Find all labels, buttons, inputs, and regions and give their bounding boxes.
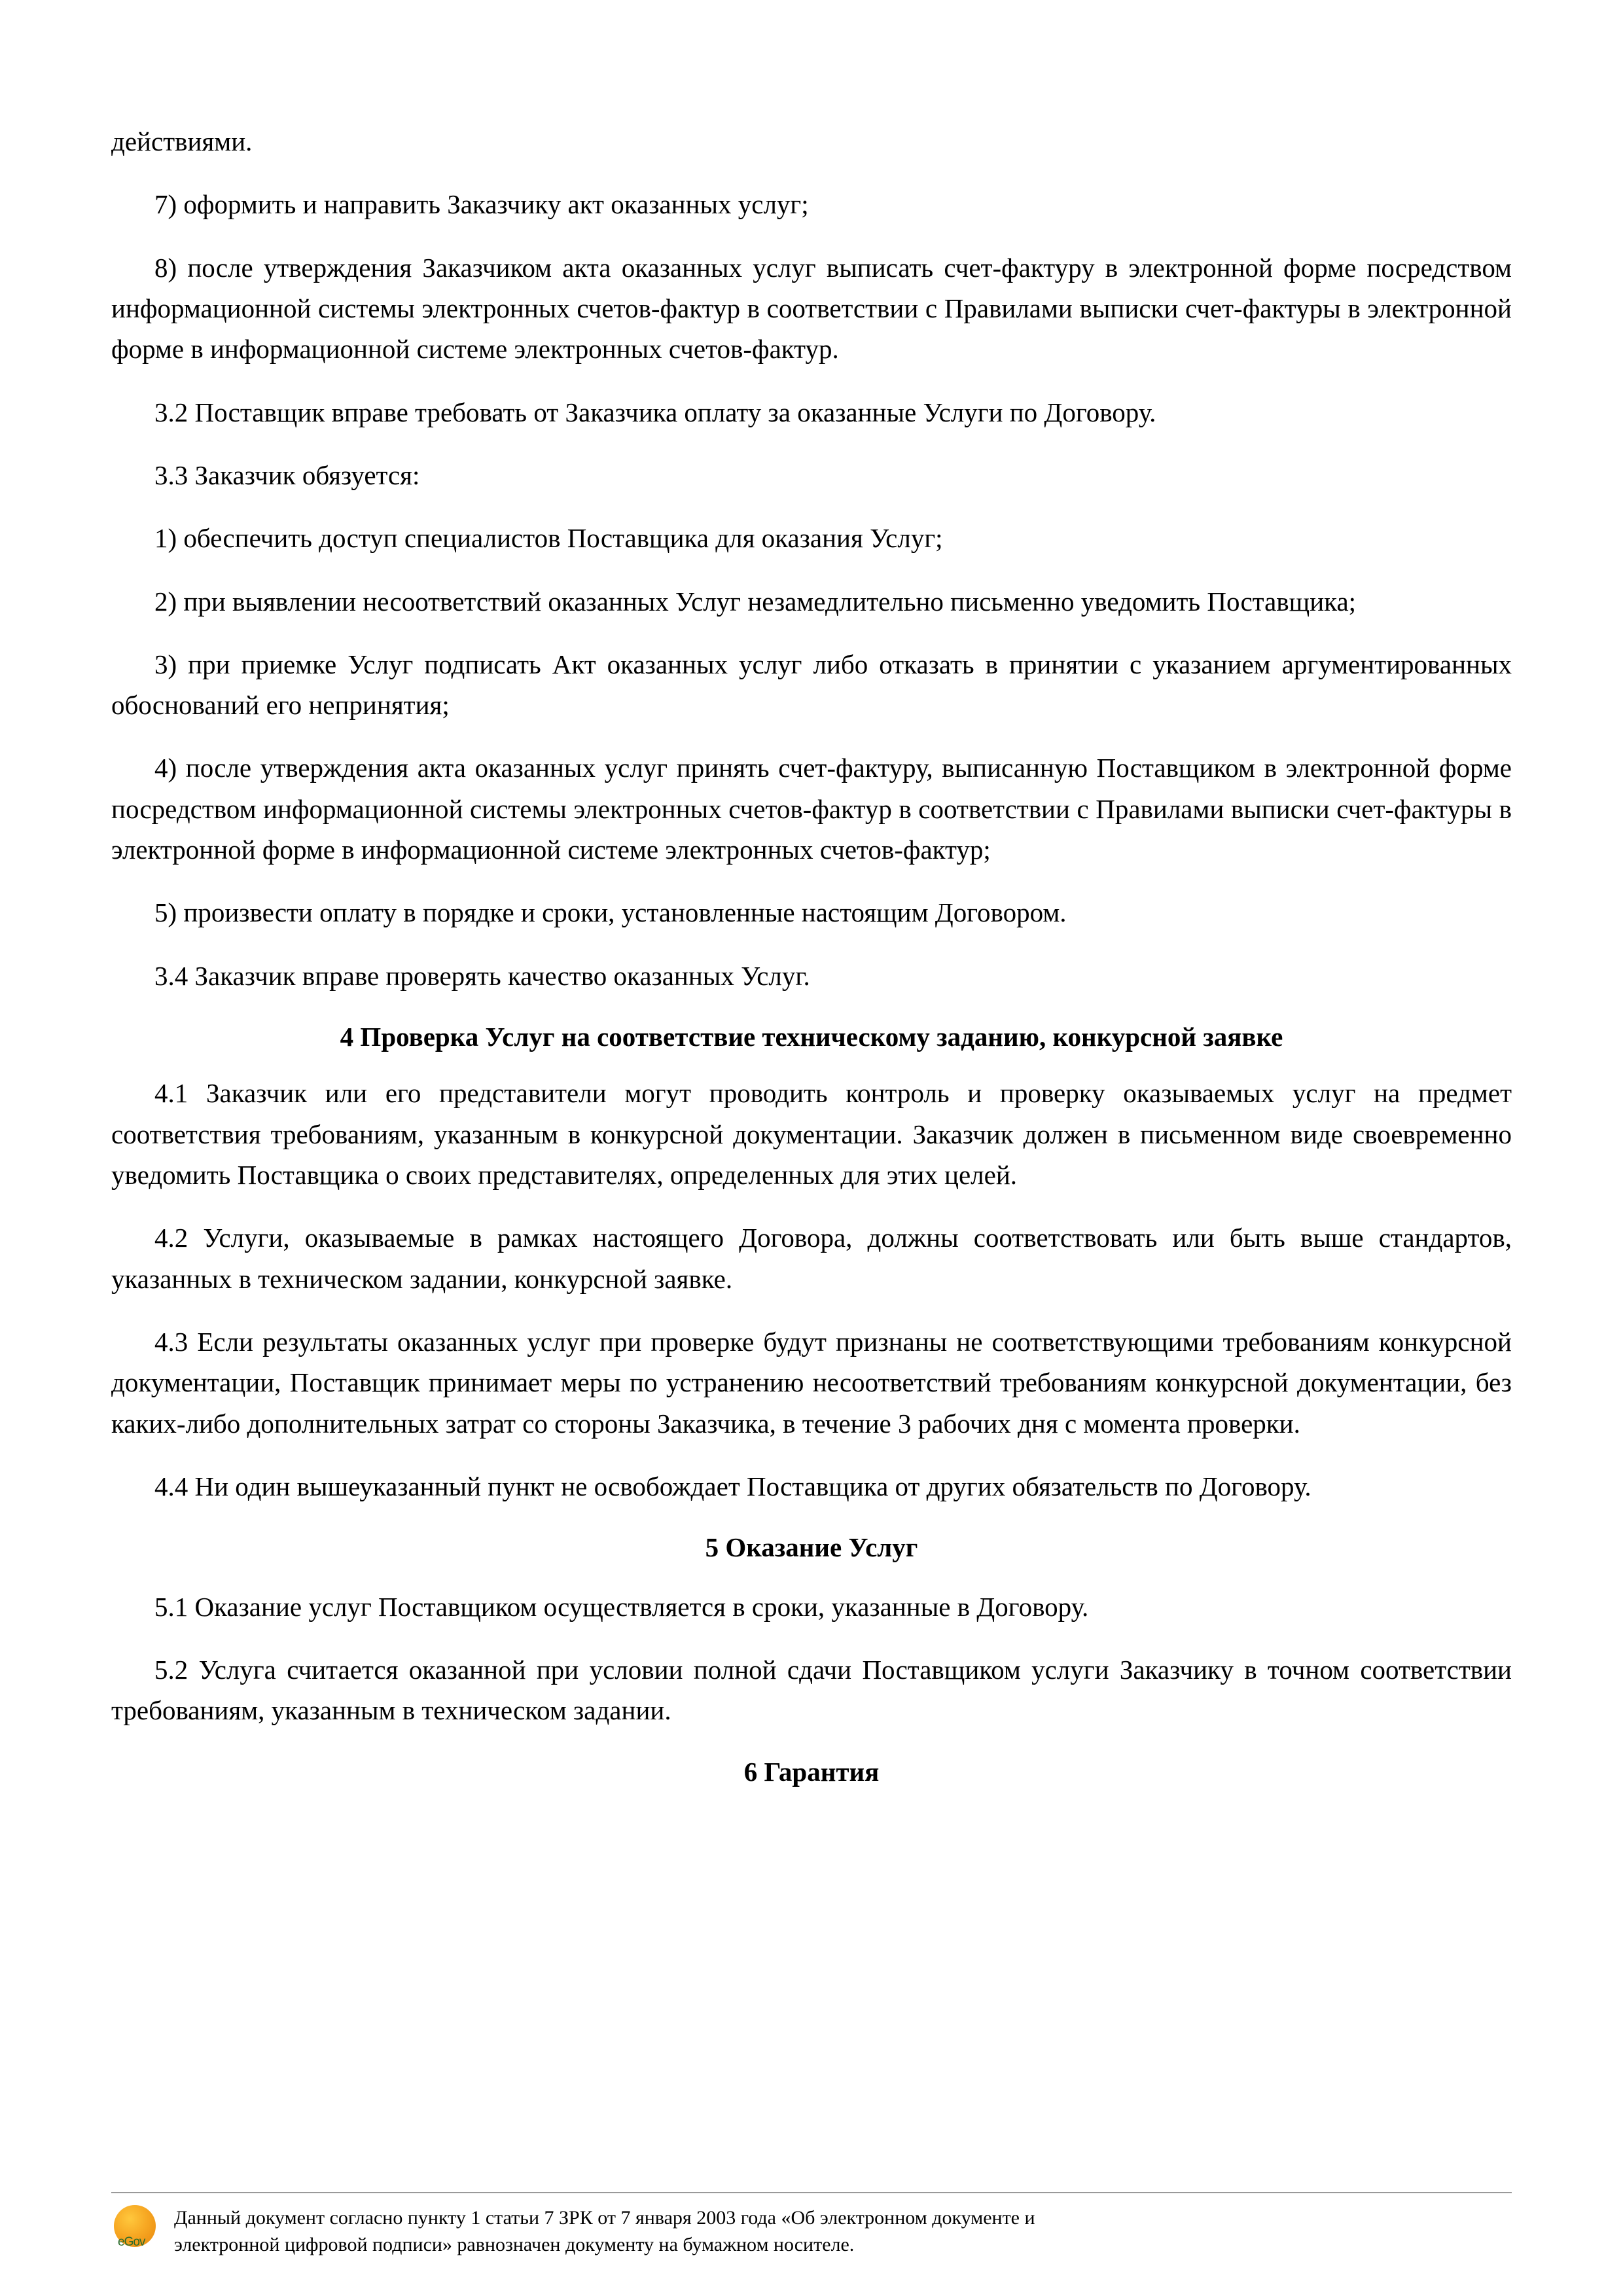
paragraph-4-4: 4.4 Ни один вышеуказанный пункт не освобождает Поставщика от других обязательств по Договору. <box>154 1471 1311 1501</box>
paragraph-3-3-4: 4) после утверждения акта оказанных услуг принять счет-фактуру, выписанную Поставщиком в электронной форме посредством информационной системы электронных счетов-фактур в соответствии с Правилами выписки счет-фактуры в электронной форме в информационной системе электронных счетов-фактур; <box>111 753 1512 865</box>
footer-legal-line-2: электронной цифровой подписи» равнозначен документу на бумажном носителе. <box>174 2233 855 2255</box>
paragraph-3-1-7: 7) оформить и направить Заказчику акт оказанных услуг; <box>154 189 809 220</box>
paragraph-4-2: 4.2 Услуги, оказываемые в рамках настоящего Договора, должны соответствовать или быть выше стандартов, указанных в техническом задании, конкурсной заявке. <box>111 1223 1512 1294</box>
document-body <box>111 121 1512 1791</box>
paragraph-3-1-8: 8) после утверждения Заказчиком акта оказанных услуг выписать счет-фактуру в электронной форме посредством информационной системы электронных счетов-фактур в соответствии с Правилами выписки счет-фактуры в электронной форме в информационной системе электронных счетов-фактур. <box>111 252 1512 365</box>
section-heading-4: 4 Проверка Услуг на соответствие техническому заданию, конкурсной заявке <box>340 1022 1283 1052</box>
paragraph-continuation: действиями. <box>111 126 253 156</box>
page-footer <box>111 2192 1512 2258</box>
paragraph-3-3-5: 5) произвести оплату в порядке и сроки, установленные настоящим Договором. <box>154 897 1067 928</box>
footer-legal-text <box>174 2202 1035 2258</box>
paragraph-3-4: 3.4 Заказчик вправе проверять качество оказанных Услуг. <box>154 960 810 991</box>
footer-divider <box>111 2192 1512 2193</box>
paragraph-4-1: 4.1 Заказчик или его представители могут проводить контроль и проверку оказываемых услуг на предмет соответствия требованиям, указанным в конкурсной документации. Заказчик должен в письменном виде своевременно уведомить Поставщика о своих представителях, определенных для этих целей. <box>111 1078 1512 1191</box>
logo-mark-label: eGov <box>118 2235 145 2249</box>
paragraph-3-3-3: 3) при приемке Услуг подписать Акт оказанных услуг либо отказать в принятии с указанием аргументированных обоснований его непринятия; <box>111 649 1512 721</box>
paragraph-5-1: 5.1 Оказание услуг Поставщиком осуществляется в сроки, указанные в Договору. <box>154 1591 1089 1622</box>
paragraph-3-3: 3.3 Заказчик обязуется: <box>154 459 420 490</box>
egov-logo-icon <box>111 2204 160 2252</box>
paragraph-3-3-1: 1) обеспечить доступ специалистов Поставщика для оказания Услуг; <box>154 523 943 554</box>
section-heading-5: 5 Оказание Услуг <box>705 1532 918 1563</box>
paragraph-3-3-2: 2) при выявлении несоответствий оказанных Услуг незамедлительно письменно уведомить Поставщика; <box>154 586 1357 617</box>
footer-legal-line-1: Данный документ согласно пункту 1 статьи 7 ЗРК от 7 января 2003 года «Об электронном документе и <box>174 2207 1035 2229</box>
paragraph-5-2: 5.2 Услуга считается оказанной при условии полной сдачи Поставщиком услуги Заказчику в точном соответствии требованиям, указанным в техническом задании. <box>111 1654 1512 1726</box>
section-heading-6: 6 Гарантия <box>743 1756 880 1787</box>
paragraph-4-3: 4.3 Если результаты оказанных услуг при проверке будут признаны не соответствующими требованиям конкурсной документации, Поставщик принимает меры по устранению несоответствий требованиям конкурсной документации, без каких-либо дополнительных затрат со стороны Заказчика, в течение 3 рабочих дня с момента проверки. <box>111 1326 1512 1439</box>
paragraph-3-2: 3.2 Поставщик вправе требовать от Заказчика оплату за оказанные Услуги по Договору. <box>154 397 1156 427</box>
